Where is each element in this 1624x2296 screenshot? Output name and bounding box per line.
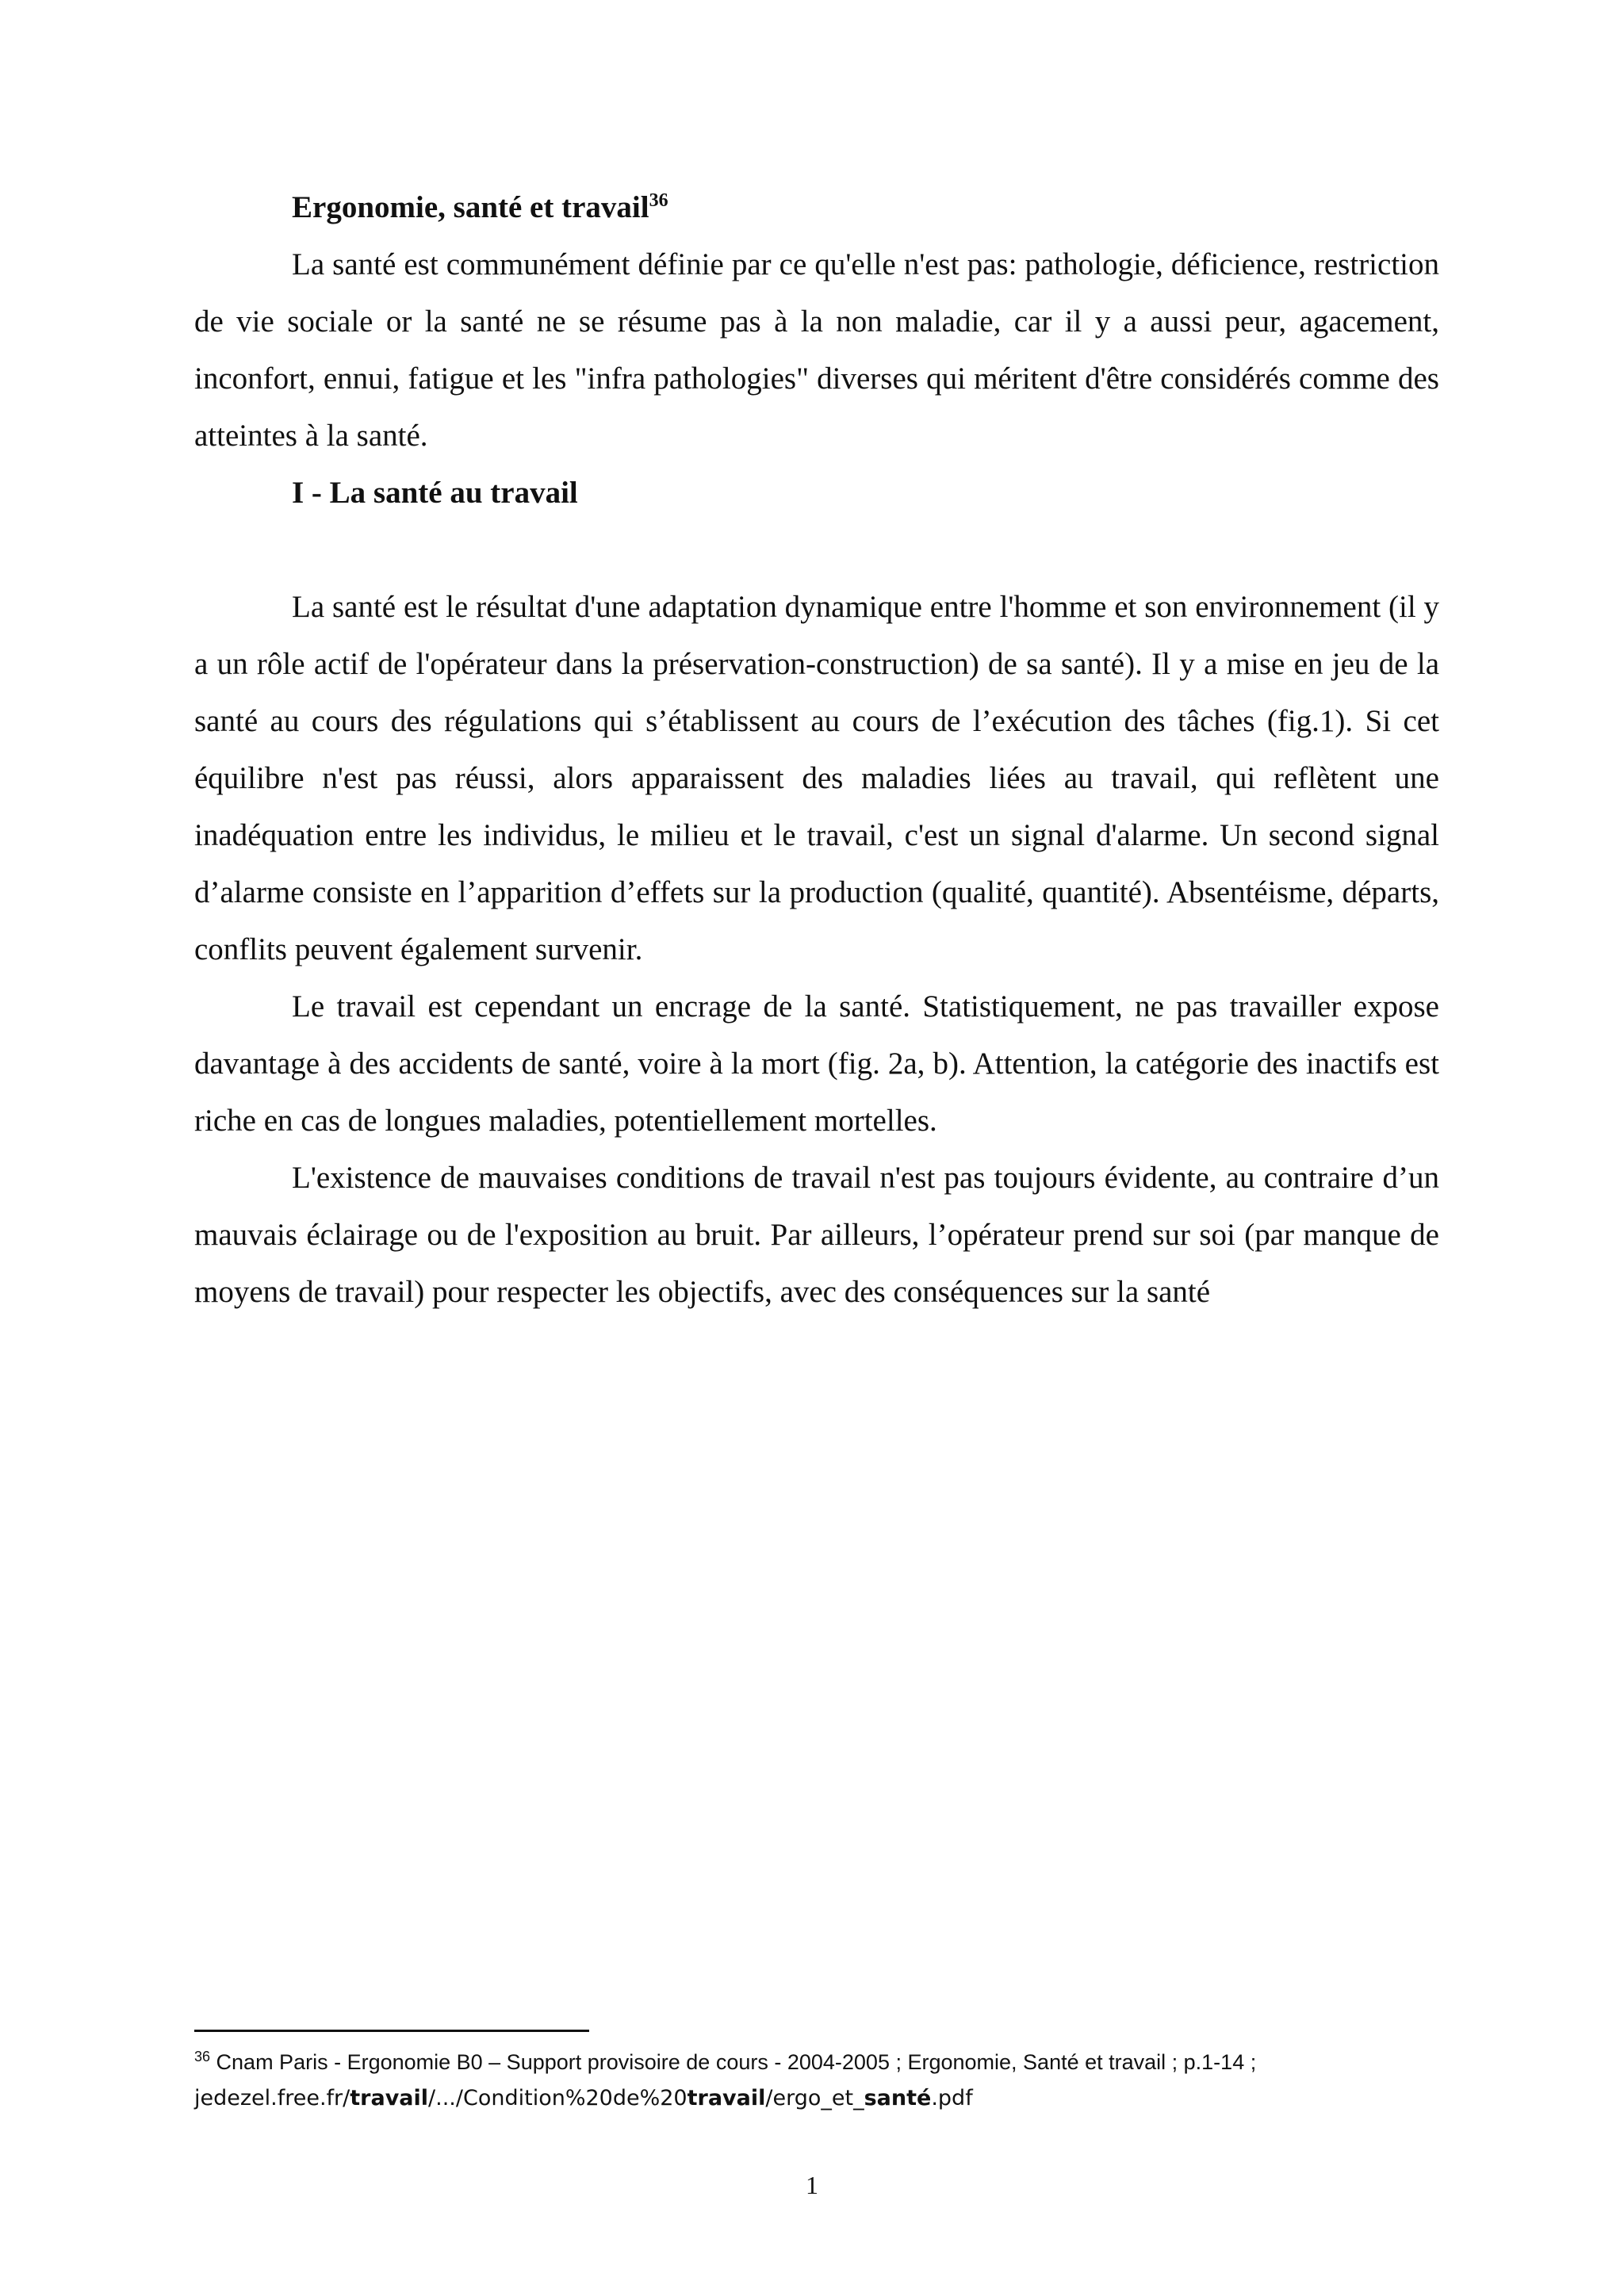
footnote-url-part: jedezel.free.fr/: [194, 2086, 350, 2110]
document-title-text: Ergonomie, santé et travail: [292, 190, 649, 224]
document-body: [194, 179, 1439, 1321]
footnote-separator: [194, 2030, 589, 2032]
paragraph-work-anchor: Le travail est cependant un encrage de la santé. Statistiquement, ne pas travailler expose davantage à des accidents de santé, voire à la mort (fig. 2a, b). Attention, la catégorie des inactifs est riche en cas de longues maladies, potentiellement mortelles.: [194, 989, 1439, 1138]
footnote-url[interactable]: [194, 2080, 1439, 2117]
page-number: 1: [806, 2171, 818, 2199]
paragraph-health-adaptation: La santé est le résultat d'une adaptation dynamique entre l'homme et son environnement (il y a un rôle actif de l'opérateur dans la préservation-construction) de sa santé). Il y a mise en jeu de la santé au cours des régulations qui s’établissent au cours de l’exécution des tâches (fig.1). Si cet équilibre n'est pas réussi, alors apparaissent des maladies liées au travail, qui reflètent une inadéquation entre les individus, le milieu et le travail, c'est un signal d'alarme. Un second signal d’alarme consiste en l’apparition d’effets sur la production (qualité, quantité). Absentéisme, départs, conflits peuvent également survenir.: [194, 590, 1439, 966]
footnote-url-part: .pdf: [931, 2086, 973, 2110]
footnote-url-part: /ergo_et_: [765, 2086, 864, 2110]
blank-line: [194, 522, 1439, 579]
footnote-citation: [194, 2044, 1439, 2080]
footnote-text: Cnam Paris - Ergonomie B0 – Support provisoire de cours - 2004-2005 ; Ergonomie, Santé et travail ; p.1-14 ;: [210, 2050, 1257, 2074]
intro-paragraph: La santé est communément définie par ce qu'elle n'est pas: pathologie, déficience, restriction de vie sociale or la santé ne se résume pas à la non maladie, car il y a aussi peur, agacement, inconfort, ennui, fatigue et les "infra pathologies" diverses qui méritent d'être considérés comme des atteintes à la santé.: [194, 247, 1439, 453]
footnote: [194, 2044, 1439, 2117]
paragraph-working-conditions: L'existence de mauvaises conditions de travail n'est pas toujours évidente, au contraire d’un mauvais éclairage ou de l'exposition au bruit. Par ailleurs, l’opérateur prend sur soi (par manque de moyens de travail) pour respecter les objectifs, avec des conséquences sur la santé: [194, 1161, 1439, 1309]
footnote-url-keyword: travail: [350, 2086, 429, 2110]
footnote-number: 36: [194, 2049, 211, 2064]
document-title: [194, 179, 1439, 236]
footnote-url-part: /.../Condition%20de%20: [428, 2086, 688, 2110]
footnote-url-keyword: travail: [687, 2086, 766, 2110]
section-heading: I - La santé au travail: [292, 476, 578, 510]
title-footnote-ref[interactable]: 36: [649, 190, 668, 211]
footnote-url-keyword: santé: [864, 2086, 932, 2110]
